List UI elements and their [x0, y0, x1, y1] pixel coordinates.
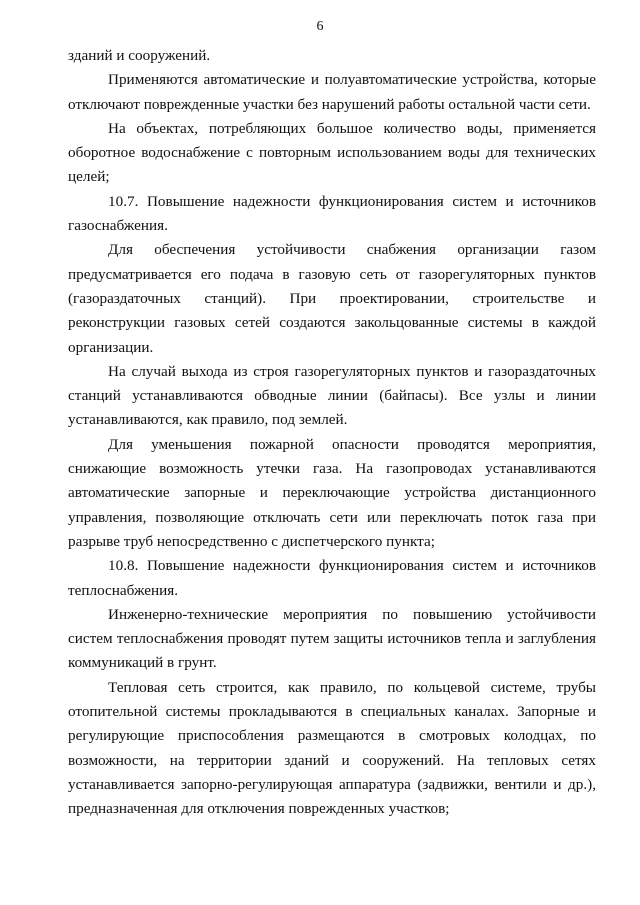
document-body	[68, 44, 596, 822]
paragraph-continuation: зданий и сооружений.	[68, 47, 211, 64]
paragraph-heat-network: Тепловая сеть строится, как правило, по кольцевой системе, трубы отопительной системы прокладываются в специальных каналах. Запорные и регулирующие приспособления размещаются в смотровых колодцах, по возможности, на территории зданий и сооружений. На тепловых сетях устанавливается запорно-регулирующая аппаратура (задвижки, вентили и др.), предназначенная для отключения поврежденных участков;	[68, 678, 596, 818]
section-heading-10-8: 10.8. Повышение надежности функционирования систем и источников теплоснабжения.	[68, 557, 596, 599]
paragraph-water-recycling: На объектах, потребляющих большое количество воды, применяется оборотное водоснабжение с повторным использованием воды для технических целей;	[68, 119, 596, 186]
paragraph-gas-supply-stability: Для обеспечения устойчивости снабжения организации газом предусматривается его подача в газовую сеть от газорегуляторных пунктов (газораздаточных станций). При проектировании, строительстве и реконструкции газовых сетей создаются закольцованные системы в каждой организации.	[68, 241, 596, 356]
paragraph-bypass-lines: На случай выхода из строя газорегуляторных пунктов и газораздаточных станций устанавливаются обводные линии (байпасы). Все узлы и линии устанавливаются, как правило, под землей.	[68, 362, 596, 429]
paragraph-fire-hazard: Для уменьшения пожарной опасности проводятся мероприятия, снижающие возможность утечки газа. На газопроводах устанавливаются автоматические запорные и переключающие устройства дистанционного управления, позволяющие отключать сети или переключать поток газа при разрыве труб непосредственно с диспетчерского пункта;	[68, 435, 596, 550]
paragraph-heat-supply-measures: Инженерно-технические мероприятия по повышению устойчивости систем теплоснабжения проводят путем защиты источников тепла и заглубления коммуникаций в грунт.	[68, 605, 596, 672]
page-number: 6	[316, 19, 324, 34]
section-heading-10-7: 10.7. Повышение надежности функционирования систем и источников газоснабжения.	[68, 192, 596, 235]
paragraph-automatic-devices: Применяются автоматические и полуавтоматические устройства, которые отключают поврежденные участки без нарушений работы остальной части сети.	[68, 71, 596, 113]
